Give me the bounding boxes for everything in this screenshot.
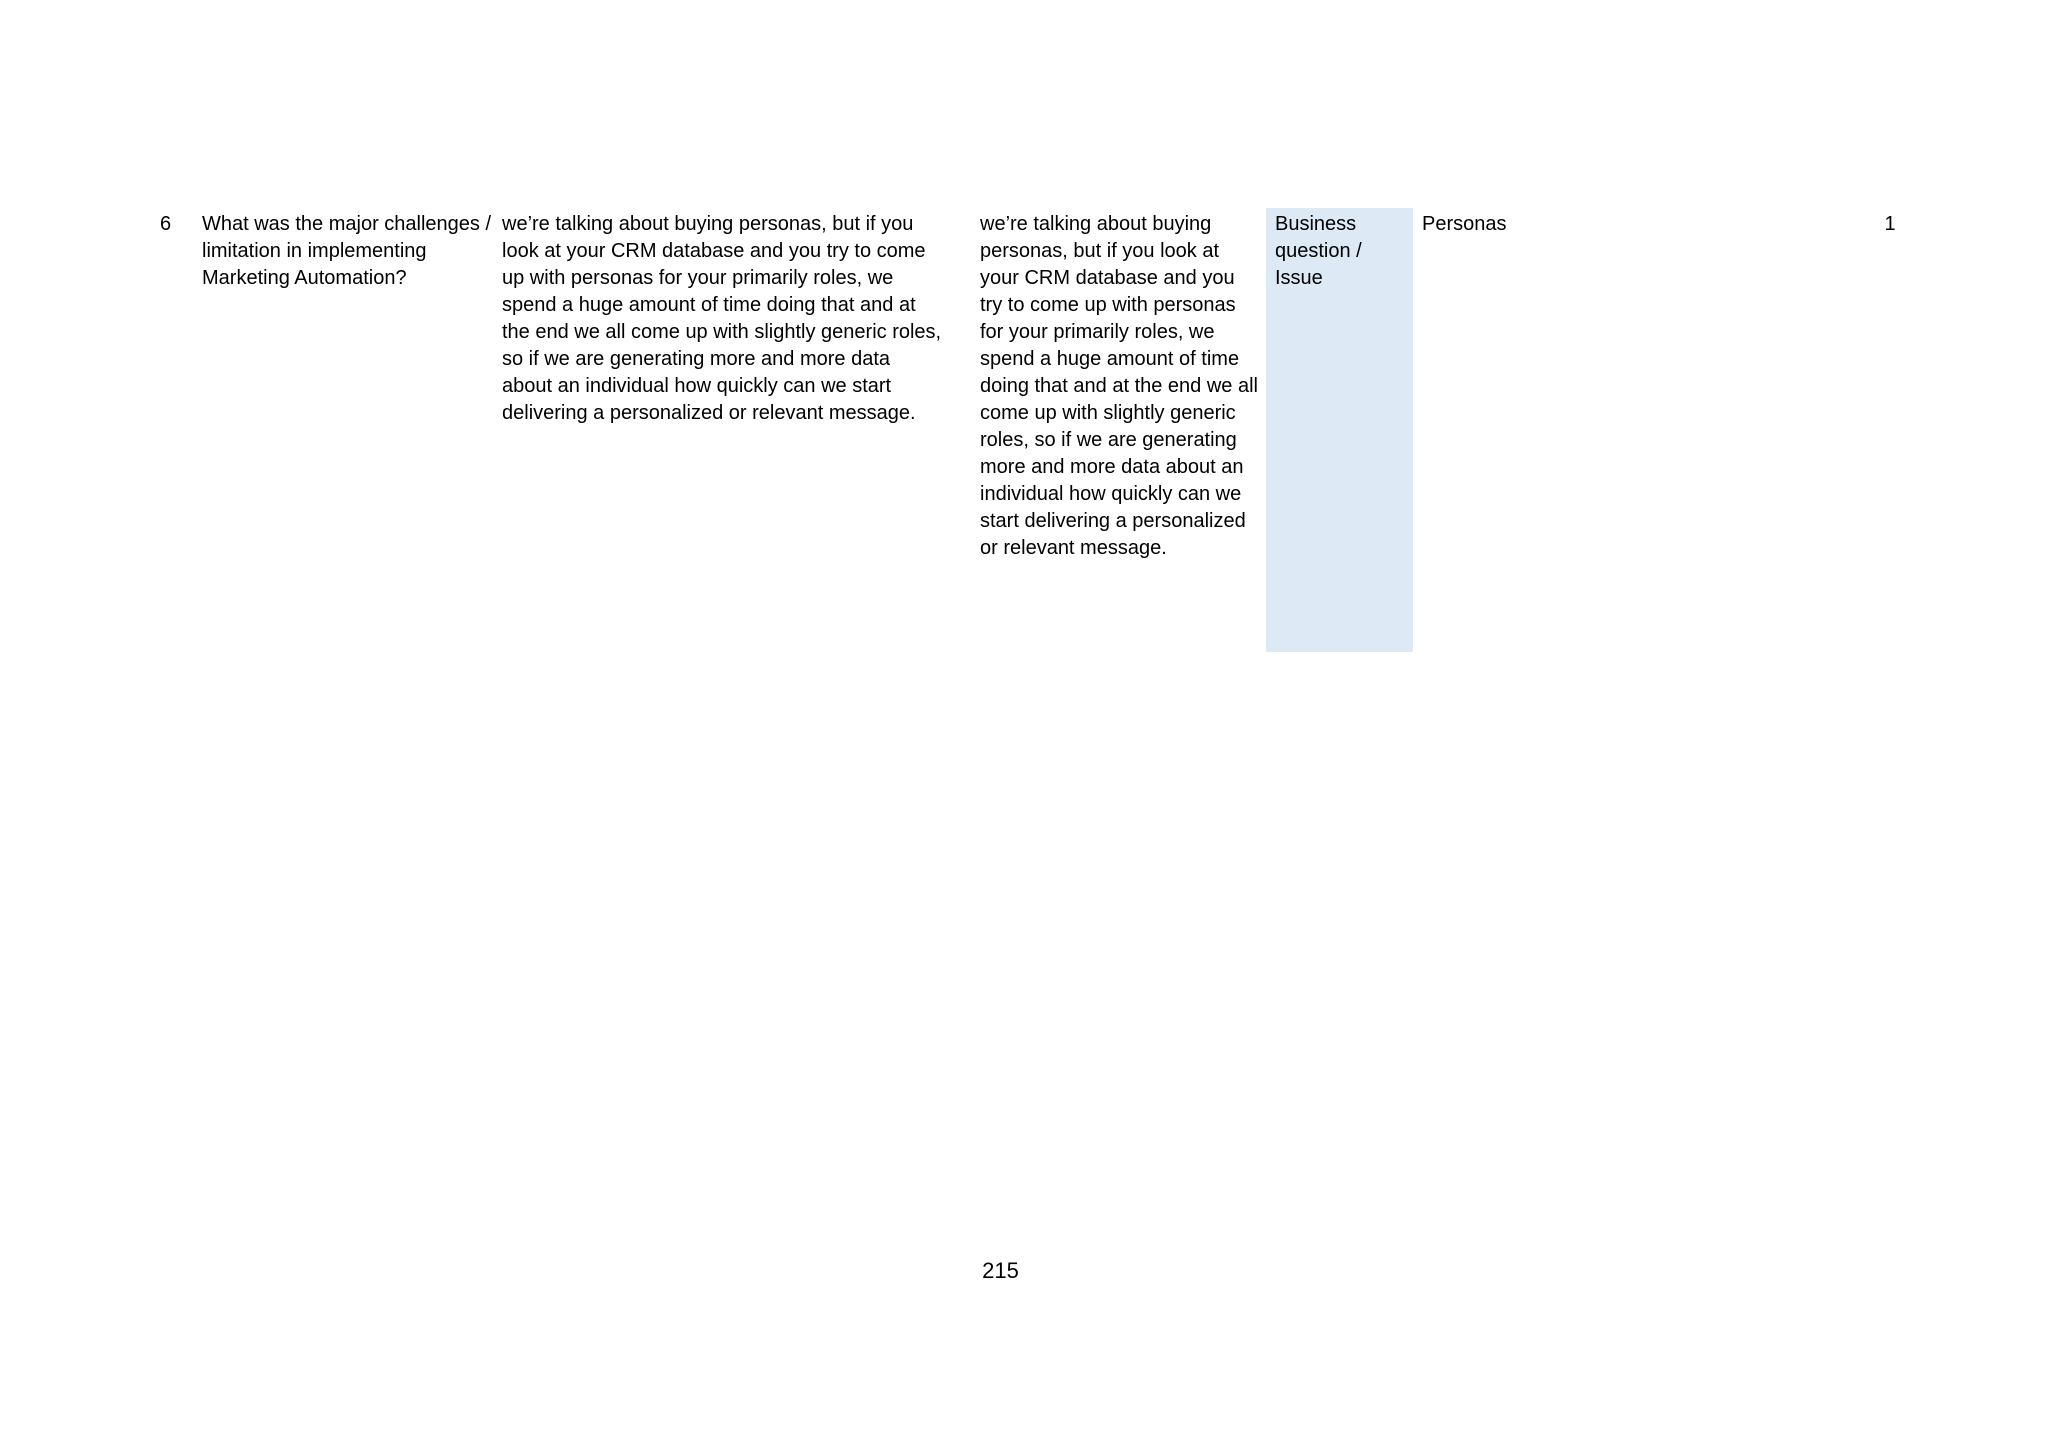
- row-number: 6: [160, 213, 172, 235]
- coded-segment: we’re talking about buying personas, but if you look at your CRM database and you try to come up with personas for your primarily roles, we spend a huge amount of time doing that and at the end we all come up with slightly generic roles, so if we are generating more and more data about an individual how quickly can we start delivering a personalized or relevant message.: [980, 213, 1258, 559]
- theme-label: Personas: [1422, 213, 1507, 235]
- table-row: [0, 208, 2048, 652]
- code-category: Business question / Issue: [1266, 208, 1413, 652]
- interview-question: What was the major challenges / limitation in implementing Marketing Automation?: [202, 213, 492, 289]
- frequency-count: 1: [1884, 213, 1896, 235]
- page-number: 215: [982, 1258, 1019, 1283]
- interview-answer: we’re talking about buying personas, but if you look at your CRM database and you try to come up with personas for your primarily roles, we spend a huge amount of time doing that and at the end we all come up with slightly generic roles, so if we are generating more and more data about an individual how quickly can we start delivering a personalized or relevant message.: [502, 213, 942, 424]
